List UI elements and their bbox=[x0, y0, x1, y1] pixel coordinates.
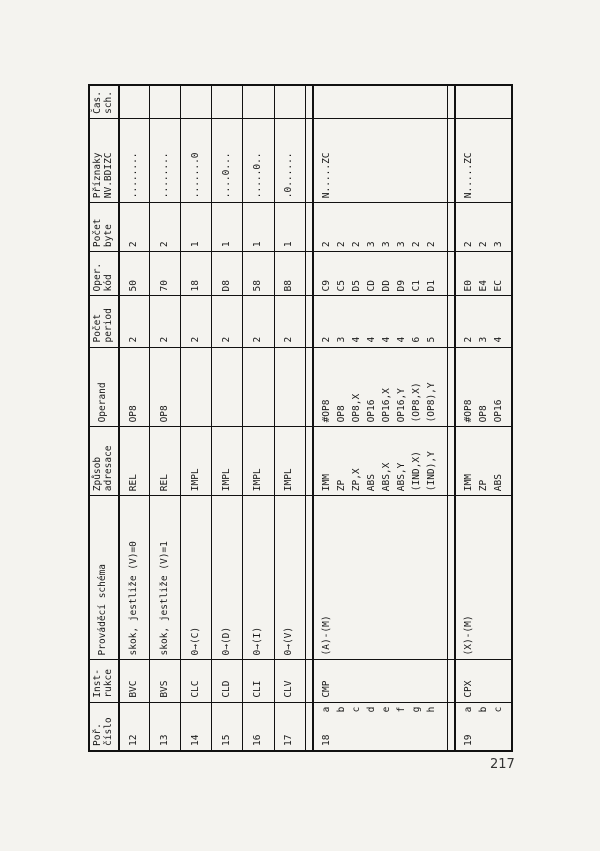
row-periods: 2 bbox=[119, 296, 150, 347]
group-operand-value: (OP8,X) bbox=[410, 382, 422, 423]
row-schema: 0→(V) bbox=[274, 496, 305, 660]
group-periods bbox=[455, 296, 512, 347]
subrow-letter: g bbox=[410, 706, 422, 713]
group-schema-value: (A)-(M) bbox=[320, 615, 332, 656]
subrow-letter: f bbox=[395, 706, 407, 713]
group-periods-value: 4 bbox=[380, 336, 392, 343]
group-operand-value: #OP8 bbox=[463, 399, 475, 423]
row-instruction: CLD bbox=[212, 660, 243, 702]
header-row bbox=[89, 85, 119, 751]
group-addressing-mode-value: ABS,Y bbox=[395, 462, 407, 492]
group-opcode bbox=[313, 252, 448, 296]
group-subrow-number bbox=[364, 707, 379, 746]
subrow-letter: a bbox=[320, 706, 332, 713]
table-gap-row bbox=[305, 85, 313, 751]
group-flags-value: N.....ZC bbox=[320, 152, 332, 199]
row-opcode: 18 bbox=[181, 252, 212, 296]
group-operand-value: OP16 bbox=[365, 399, 377, 423]
group-periods-value: 2 bbox=[320, 336, 332, 343]
row-instruction: CLC bbox=[181, 660, 212, 702]
group-operand-value: (OP8),Y bbox=[425, 382, 437, 423]
row-operand bbox=[181, 347, 212, 427]
group-periods-value: 4 bbox=[395, 336, 407, 343]
group-subrow-number bbox=[334, 707, 349, 746]
row-schema: 0→(I) bbox=[243, 496, 274, 660]
row-number: 14 bbox=[181, 702, 212, 751]
group-timing bbox=[313, 85, 448, 118]
group-operand-value: OP8 bbox=[478, 405, 490, 423]
group-subrow-number bbox=[379, 707, 394, 746]
group-periods-value: 3 bbox=[335, 336, 347, 343]
group-schema bbox=[455, 496, 512, 660]
group-bytes bbox=[313, 203, 448, 252]
row-flags: ........ bbox=[119, 118, 150, 202]
row-operand bbox=[274, 347, 305, 427]
row-timing bbox=[243, 85, 274, 118]
row-operand bbox=[212, 347, 243, 427]
group-flags-value: N.....ZC bbox=[463, 152, 475, 199]
group-opcode-value: D5 bbox=[350, 280, 362, 292]
row-opcode: 50 bbox=[119, 252, 150, 296]
group-flags bbox=[313, 118, 448, 202]
row-flags: ........ bbox=[150, 118, 181, 202]
row-addressing-mode: IMPL bbox=[243, 427, 274, 496]
group-addressing-mode-value: (IND),Y bbox=[425, 451, 437, 492]
table-row-group bbox=[455, 85, 512, 751]
header-poradi: Poř. číslo bbox=[89, 702, 119, 751]
row-periods: 2 bbox=[212, 296, 243, 347]
header-schema: Prováděcí schéma bbox=[89, 496, 119, 660]
row-operand: OP8 bbox=[119, 347, 150, 427]
subrow-letter: b bbox=[478, 706, 490, 713]
group-subrow-number bbox=[491, 707, 506, 746]
group-bytes-value: 3 bbox=[365, 241, 377, 248]
row-addressing-mode: IMPL bbox=[274, 427, 305, 496]
group-addressing-mode-value: ZP bbox=[335, 479, 347, 492]
row-timing bbox=[119, 85, 150, 118]
group-addressing-mode-value: IMM bbox=[463, 474, 475, 492]
row-flags: .0...... bbox=[274, 118, 305, 202]
row-opcode: 58 bbox=[243, 252, 274, 296]
group-bytes-value: 3 bbox=[493, 241, 505, 248]
group-opcode-value: EC bbox=[493, 280, 505, 292]
group-bytes-value: 2 bbox=[350, 241, 362, 248]
group-subrow-number bbox=[409, 707, 424, 746]
table-row bbox=[243, 85, 274, 751]
row-addressing-mode: IMPL bbox=[181, 427, 212, 496]
rotated-page-frame bbox=[88, 84, 513, 752]
group-opcode bbox=[455, 252, 512, 296]
row-timing bbox=[181, 85, 212, 118]
group-subrow-number bbox=[476, 707, 491, 746]
header-zpusob-adresace: Způsob adresace bbox=[89, 427, 119, 496]
row-periods: 2 bbox=[181, 296, 212, 347]
row-instruction: BVC bbox=[119, 660, 150, 702]
subrow-letter: a bbox=[463, 706, 475, 713]
group-addressing-mode bbox=[455, 427, 512, 496]
group-subrow-number bbox=[349, 707, 364, 746]
group-addressing-mode-value: ABS bbox=[365, 474, 377, 492]
group-number bbox=[455, 702, 512, 751]
group-schema-value: (X)-(M) bbox=[463, 615, 475, 656]
group-timing bbox=[455, 85, 512, 118]
group-addressing-mode-value: ZP bbox=[478, 479, 490, 492]
row-instruction: BVS bbox=[150, 660, 181, 702]
row-bytes: 1 bbox=[274, 203, 305, 252]
group-operand-value: OP8,X bbox=[350, 393, 362, 423]
row-timing bbox=[150, 85, 181, 118]
group-addressing-mode bbox=[313, 427, 448, 496]
header-cas-sch: Čas. sch. bbox=[89, 85, 119, 118]
group-number bbox=[313, 702, 448, 751]
subrow-letter: h bbox=[425, 706, 437, 713]
subrow-letter: c bbox=[350, 706, 362, 713]
subrow-letter: b bbox=[335, 706, 347, 713]
row-number: 16 bbox=[243, 702, 274, 751]
row-flags: .....0.. bbox=[243, 118, 274, 202]
group-opcode-value: C9 bbox=[320, 280, 332, 292]
row-schema: skok, jestliže (V)=1 bbox=[150, 496, 181, 660]
group-addressing-mode-value: IMM bbox=[320, 474, 332, 492]
row-schema: skok, jestliže (V)=0 bbox=[119, 496, 150, 660]
table-row bbox=[150, 85, 181, 751]
group-opcode-value: D9 bbox=[395, 280, 407, 292]
row-bytes: 1 bbox=[181, 203, 212, 252]
row-addressing-mode: REL bbox=[119, 427, 150, 496]
row-instruction: CLI bbox=[243, 660, 274, 702]
header-operand: Operand bbox=[89, 347, 119, 427]
header-priznaky: Příznaky NV.BDIZC bbox=[89, 118, 119, 202]
header-oper-kod: Oper. kód bbox=[89, 252, 119, 296]
group-subrow-number bbox=[319, 707, 334, 746]
group-bytes-value: 2 bbox=[335, 241, 347, 248]
row-number: 15 bbox=[212, 702, 243, 751]
row-timing bbox=[212, 85, 243, 118]
row-bytes: 1 bbox=[243, 203, 274, 252]
group-periods-value: 4 bbox=[350, 336, 362, 343]
group-operand bbox=[313, 347, 448, 427]
row-periods: 2 bbox=[274, 296, 305, 347]
group-addressing-mode-value: ABS bbox=[493, 474, 505, 492]
subrow-letter: e bbox=[380, 706, 392, 713]
group-instruction bbox=[455, 660, 512, 702]
group-bytes-value: 2 bbox=[463, 241, 475, 248]
row-addressing-mode: REL bbox=[150, 427, 181, 496]
group-flags bbox=[455, 118, 512, 202]
group-instruction bbox=[313, 660, 448, 702]
group-operand-value: OP16,X bbox=[380, 388, 392, 423]
row-addressing-mode: IMPL bbox=[212, 427, 243, 496]
instruction-table bbox=[88, 84, 513, 752]
group-subrow-number bbox=[461, 707, 476, 746]
table-row-group bbox=[313, 85, 448, 751]
row-bytes: 2 bbox=[119, 203, 150, 252]
row-periods: 2 bbox=[243, 296, 274, 347]
group-periods-value: 4 bbox=[493, 336, 505, 343]
row-timing bbox=[274, 85, 305, 118]
group-subrow-number bbox=[424, 707, 439, 746]
group-number-value: 18 bbox=[320, 734, 332, 746]
group-opcode-value: E0 bbox=[463, 280, 475, 292]
table-row bbox=[212, 85, 243, 751]
table-gap-row bbox=[447, 85, 455, 751]
group-operand-value: OP16,Y bbox=[395, 388, 407, 423]
row-bytes: 1 bbox=[212, 203, 243, 252]
group-opcode-value: D1 bbox=[425, 280, 437, 292]
group-opcode-value: DD bbox=[380, 280, 392, 292]
group-subrow-number bbox=[394, 707, 409, 746]
row-number: 17 bbox=[274, 702, 305, 751]
group-schema bbox=[313, 496, 448, 660]
group-periods bbox=[313, 296, 448, 347]
table-row bbox=[119, 85, 150, 751]
row-opcode: 70 bbox=[150, 252, 181, 296]
group-opcode-value: C1 bbox=[410, 280, 422, 292]
group-operand-value: #OP8 bbox=[320, 399, 332, 423]
group-addressing-mode-value: ZP,X bbox=[350, 468, 362, 492]
group-bytes-value: 3 bbox=[395, 241, 407, 248]
group-number-value: 19 bbox=[463, 734, 475, 746]
group-addressing-mode-value: (IND,X) bbox=[410, 451, 422, 492]
group-bytes-value: 2 bbox=[425, 241, 437, 248]
group-bytes-value: 2 bbox=[320, 241, 332, 248]
group-periods-value: 6 bbox=[410, 336, 422, 343]
group-bytes-value: 3 bbox=[380, 241, 392, 248]
group-opcode-value: E4 bbox=[478, 280, 490, 292]
row-flags: .......0 bbox=[181, 118, 212, 202]
group-bytes bbox=[455, 203, 512, 252]
group-addressing-mode-value: ABS,X bbox=[380, 462, 392, 492]
header-pocet-byte: Počet byte bbox=[89, 203, 119, 252]
group-periods-value: 2 bbox=[463, 336, 475, 343]
group-instruction-value: CMP bbox=[320, 680, 332, 698]
subrow-letter: c bbox=[493, 706, 505, 713]
table-row bbox=[181, 85, 212, 751]
row-schema: 0→(D) bbox=[212, 496, 243, 660]
row-flags: ....0... bbox=[212, 118, 243, 202]
row-opcode: B8 bbox=[274, 252, 305, 296]
rotated-table-container bbox=[88, 84, 513, 752]
header-instrukce: Inst- rukce bbox=[89, 660, 119, 702]
group-bytes-value: 2 bbox=[410, 241, 422, 248]
group-operand-value: OP8 bbox=[335, 405, 347, 423]
row-number: 13 bbox=[150, 702, 181, 751]
row-schema: 0→(C) bbox=[181, 496, 212, 660]
row-operand bbox=[243, 347, 274, 427]
row-operand: OP8 bbox=[150, 347, 181, 427]
row-instruction: CLV bbox=[274, 660, 305, 702]
group-opcode-value: C5 bbox=[335, 280, 347, 292]
row-periods: 2 bbox=[150, 296, 181, 347]
group-opcode-value: CD bbox=[365, 280, 377, 292]
row-number: 12 bbox=[119, 702, 150, 751]
group-bytes-value: 2 bbox=[478, 241, 490, 248]
group-operand bbox=[455, 347, 512, 427]
page-number: 217 bbox=[490, 757, 515, 772]
subrow-letter: d bbox=[365, 706, 377, 713]
row-bytes: 2 bbox=[150, 203, 181, 252]
header-pocet-period: Počet period bbox=[89, 296, 119, 347]
table-row bbox=[274, 85, 305, 751]
group-operand-value: OP16 bbox=[493, 399, 505, 423]
group-periods-value: 3 bbox=[478, 336, 490, 343]
row-opcode: D8 bbox=[212, 252, 243, 296]
group-periods-value: 5 bbox=[425, 336, 437, 343]
group-instruction-value: CPX bbox=[463, 680, 475, 698]
group-periods-value: 4 bbox=[365, 336, 377, 343]
